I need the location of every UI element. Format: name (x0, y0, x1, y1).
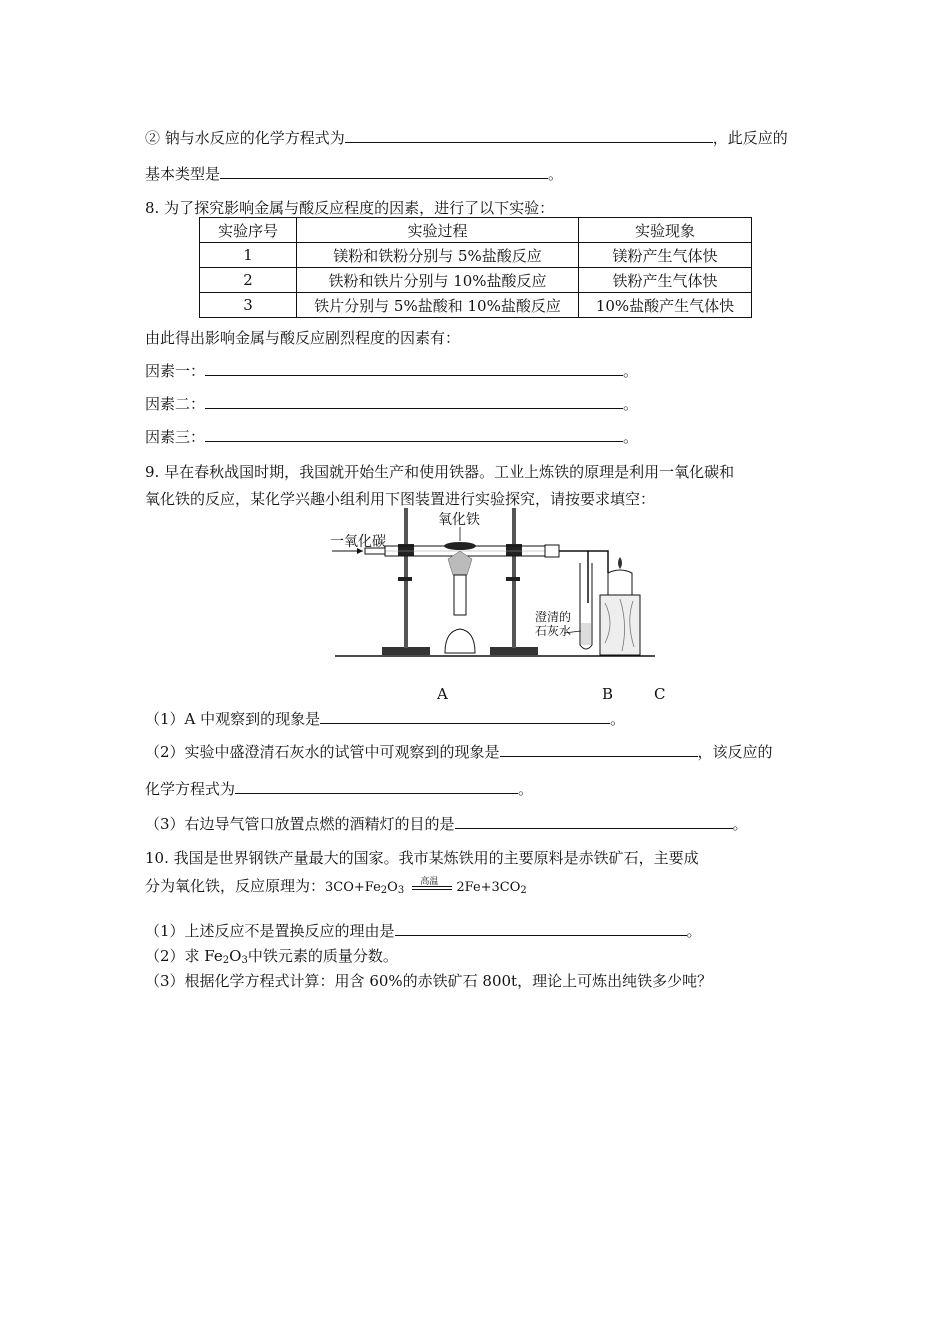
table-row (200, 243, 752, 268)
q9-line2: 氧化铁的反应，某化学兴趣小组利用下图装置进行实验探究，请按要求填空： (145, 490, 656, 508)
q10-sub3: （3）根据化学方程式计算：用含 60%的赤铁矿石 800t，理论上可炼出纯铁多少吨？ (145, 972, 713, 990)
label-iron-oxide: 氧化铁 (438, 512, 480, 528)
q8-factor1: 因素一： 。 (145, 362, 639, 380)
q7-line1: ② 钠与水反应的化学方程式为 ，此反应的 (145, 129, 788, 147)
q7-reaction-type-blank[interactable] (220, 164, 548, 179)
q7-line2: 基本类型是 。 (145, 165, 564, 183)
q8-intro: 8. 为了探究影响金属与酸反应程度的因素，进行了以下实验： (145, 199, 555, 217)
q10-line2: 分为氧化铁，反应原理为：$3CO+Fe_2O_3$ 高温 $2Fe+3CO_2$ (145, 876, 527, 901)
factor2-blank[interactable] (205, 394, 623, 409)
reaction-equation: $3CO+Fe_2O_3$ 高温 $2Fe+3CO_2$ (325, 880, 527, 895)
q9-sub2: （2）实验中盛澄清石灰水的试管中可观察到的现象是 ，该反应的 (145, 743, 773, 761)
q7-equation-blank[interactable] (345, 128, 713, 143)
equals-sign (412, 876, 452, 896)
q9-sub1-blank[interactable] (320, 709, 610, 724)
q9-sub2-blank[interactable] (500, 742, 698, 757)
table-cell: 2 (200, 268, 297, 293)
reaction-condition: 高温 (420, 876, 439, 887)
apparatus-diagram (330, 503, 660, 663)
label-a: A (437, 685, 448, 703)
table-cell: 3 (200, 293, 297, 318)
q8-factor2: 因素二： 。 (145, 395, 639, 413)
table-header: 实验过程 (297, 218, 579, 243)
label-carbon-monoxide: 一氧化碳 (330, 534, 386, 550)
table-cell: 铁片分别与 5%盐酸和 10%盐酸反应 (297, 293, 579, 318)
table-row (200, 293, 752, 318)
label-c: C (654, 685, 666, 703)
factor1-blank[interactable] (205, 361, 623, 376)
q9-line1: 9. 早在春秋战国时期，我国就开始生产和使用铁器。工业上炼铁的原理是利用一氧化碳和 (145, 463, 735, 481)
q9-sub1: （1）A 中观察到的现象是 。 (145, 710, 626, 728)
table-row (200, 268, 752, 293)
table-cell: 铁粉产生气体快 (579, 268, 752, 293)
table-header: 实验现象 (579, 218, 752, 243)
q9-sub3: （3）右边导气管口放置点燃的酒精灯的目的是 。 (145, 815, 748, 833)
q10-line1: 10. 我国是世界钢铁产量最大的国家。我市某炼铁用的主要原料是赤铁矿石，主要成 (145, 849, 699, 867)
q10-sub1: （1）上述反应不是置换反应的理由是 。 (145, 922, 702, 940)
table-cell: 铁粉和铁片分别与 10%盐酸反应 (297, 268, 579, 293)
q9-sub3-blank[interactable] (455, 814, 733, 829)
factor3-blank[interactable] (205, 427, 623, 442)
table-header: 实验序号 (200, 218, 297, 243)
label-limewater: 澄清的 石灰水 (535, 610, 572, 638)
q8-factor3: 因素三： 。 (145, 428, 639, 446)
q10-sub2: （2）求 $Fe_2O_3$中铁元素的质量分数。 (145, 947, 398, 966)
q8-conclusion: 由此得出影响金属与酸反应剧烈程度的因素有： (145, 329, 461, 347)
experiment-table (199, 217, 752, 318)
table-cell: 镁粉产生气体快 (579, 243, 752, 268)
table-cell: 10%盐酸产生气体快 (579, 293, 752, 318)
table-header-row (200, 218, 752, 243)
q9-equation-blank[interactable] (235, 779, 518, 794)
label-b: B (602, 685, 614, 703)
apparatus-figure (330, 503, 660, 663)
q9-sub2-line2: 化学方程式为 。 (145, 780, 534, 798)
table-cell: 1 (200, 243, 297, 268)
table-cell: 镁粉和铁粉分别与 5%盐酸反应 (297, 243, 579, 268)
q10-sub1-blank[interactable] (395, 921, 687, 936)
